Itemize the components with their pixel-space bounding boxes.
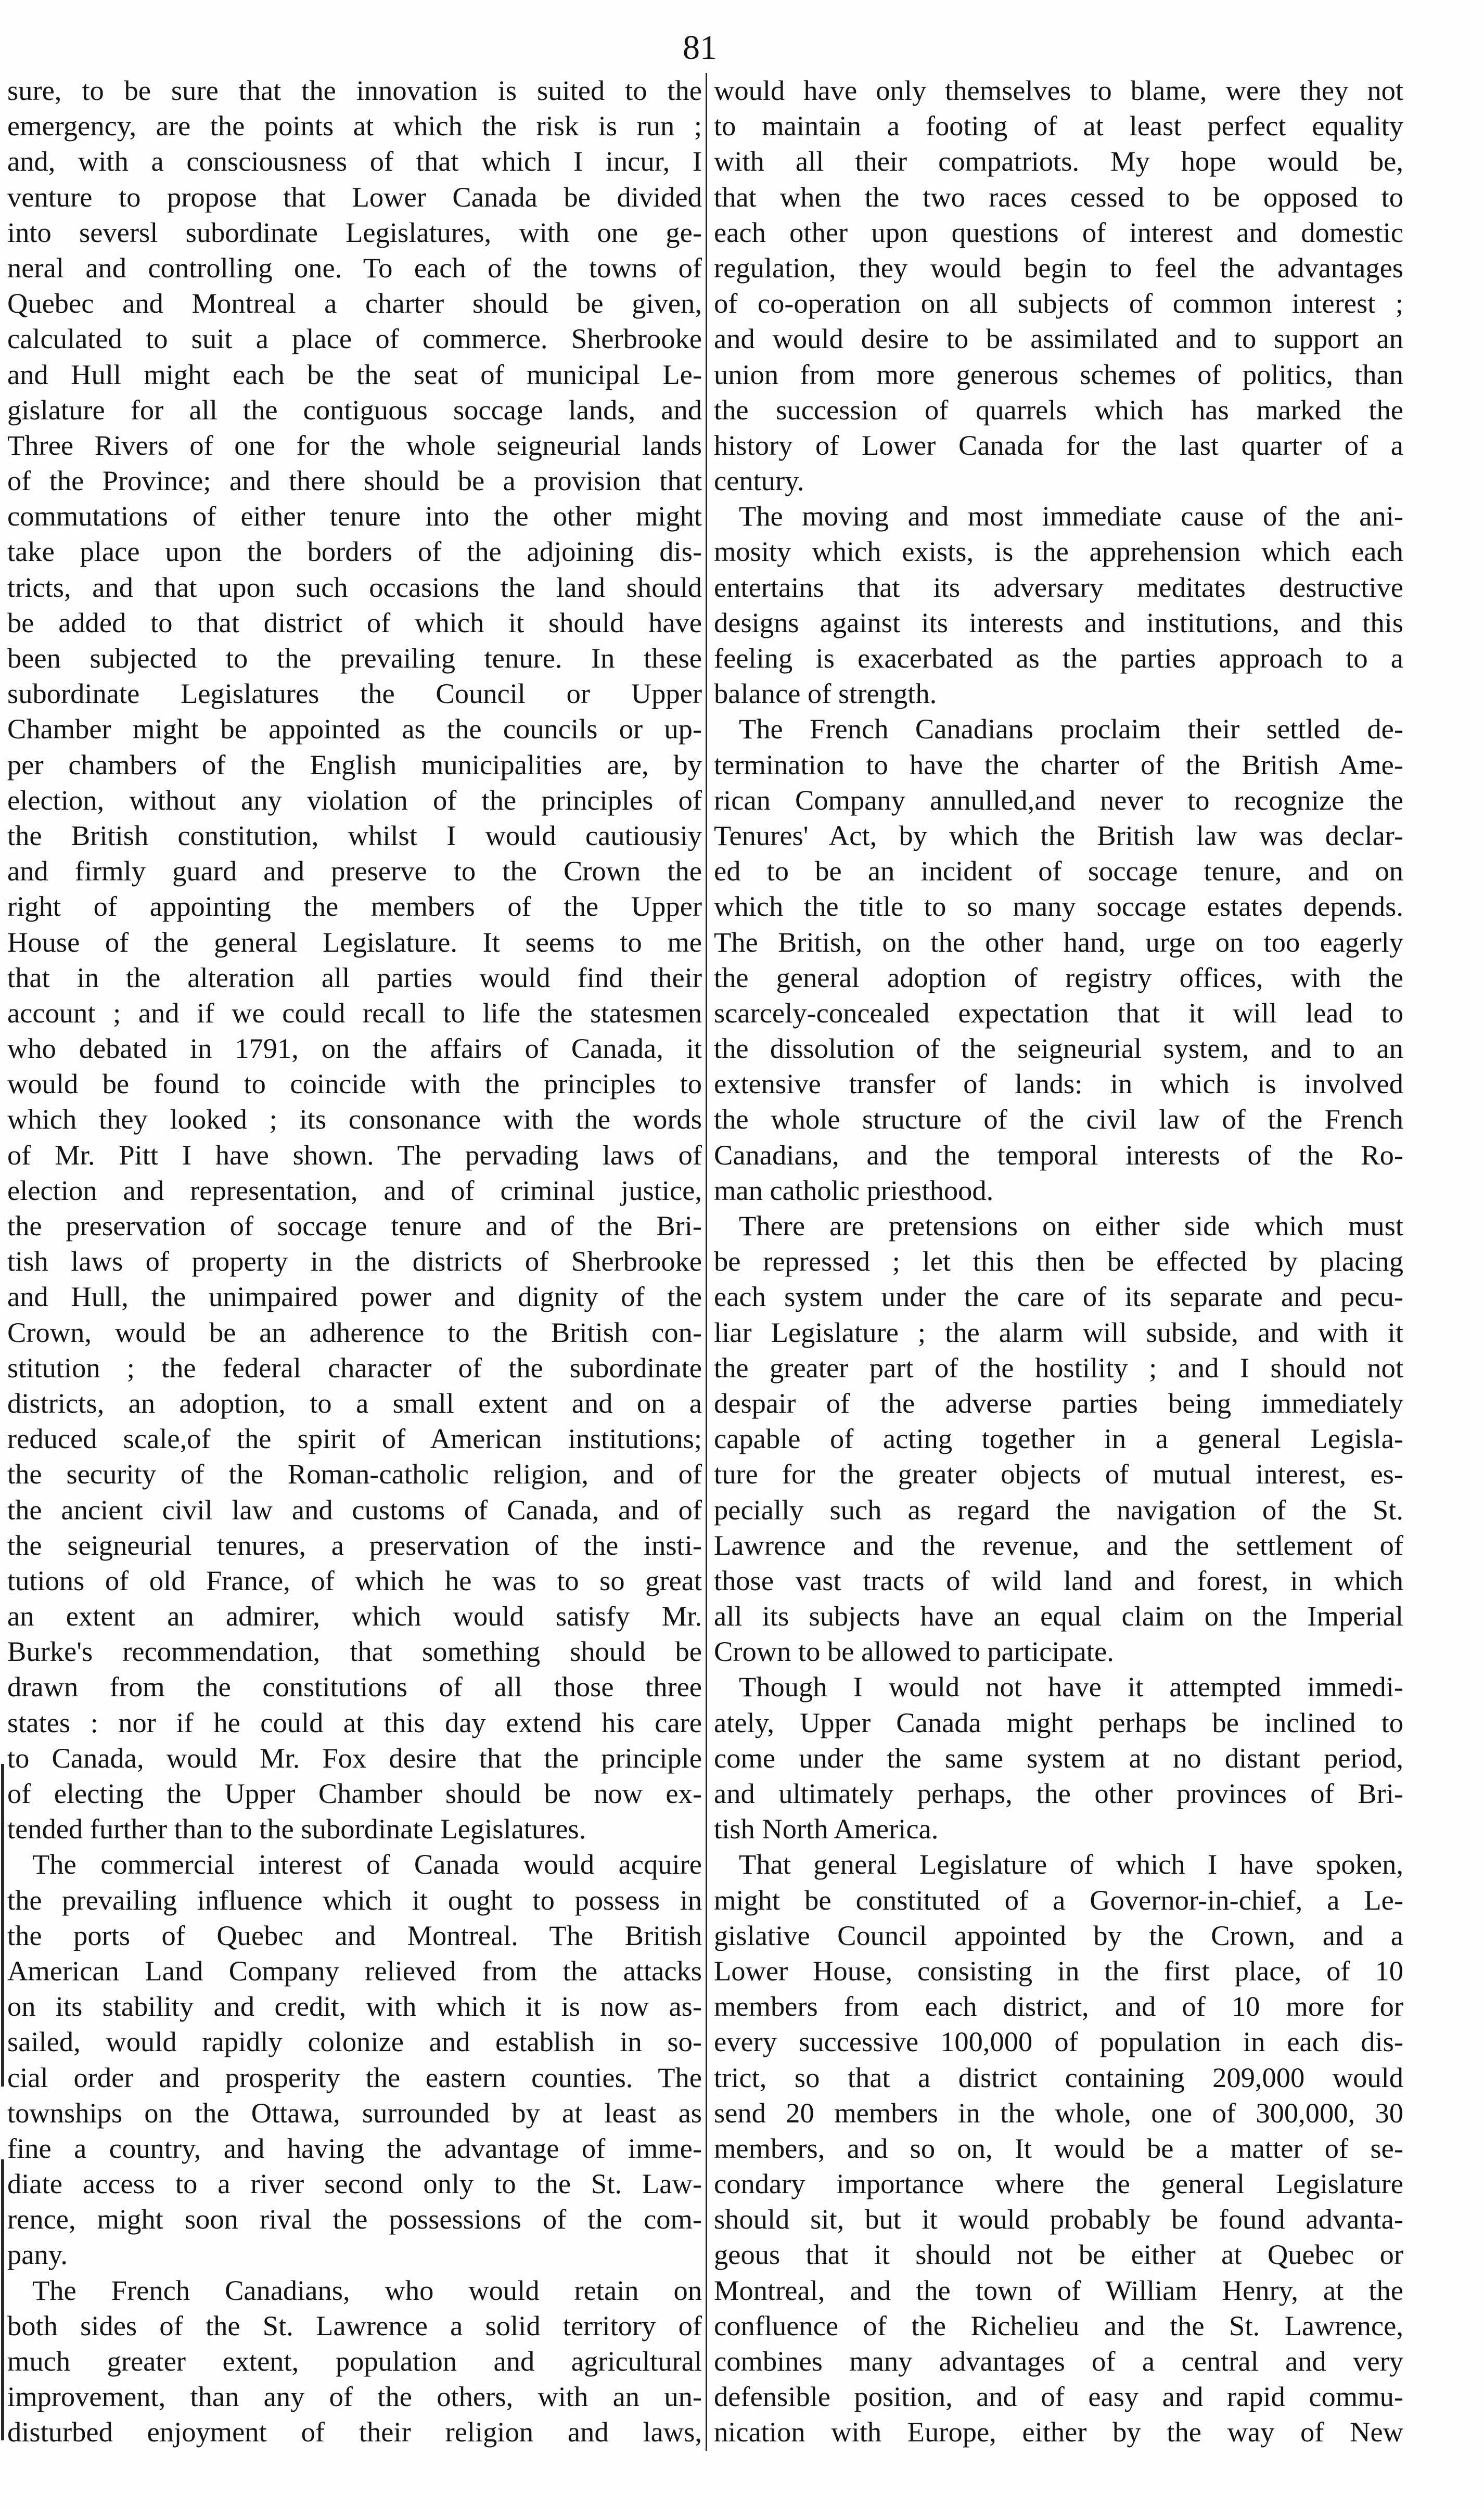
text-line: century. [714, 465, 804, 497]
text-line: take place upon the borders of the adjoining dis- [7, 535, 702, 568]
text-line: the prevailing influence which it ought to possess in [7, 1884, 702, 1916]
text-line: rence, might soon rival the possessions of the com- [7, 2203, 702, 2235]
text-line: Three Rivers of one for the whole seigneurial lands [7, 429, 702, 461]
text-line: The French Canadians proclaim their settled de- [739, 713, 1403, 745]
text-line: Crown, would be an adherence to the British con- [7, 1316, 702, 1348]
text-line: to maintain a footing of at least perfect equality [714, 110, 1403, 142]
text-line: tutions of old France, of which he was to so great [7, 1564, 702, 1596]
text-line: Chamber might be appointed as the councils or up- [7, 713, 702, 745]
text-line: condary importance where the general Legislature [714, 2168, 1403, 2200]
text-line: Burke's recommendation, that something should be [7, 1635, 702, 1668]
text-line: of Mr. Pitt I have shown. The pervading laws of [7, 1138, 702, 1171]
text-line: emergency, are the points at which the risk is run ; [7, 110, 702, 142]
text-line: tish laws of property in the districts of Sherbrooke [7, 1245, 702, 1277]
text-line: Lower House, consisting in the first place, of 10 [714, 1954, 1403, 1987]
text-line: each system under the care of its separate and pecu- [714, 1281, 1403, 1313]
text-line: trict, so that a district containing 209,000 would [714, 2061, 1403, 2093]
text-line: the security of the Roman-catholic religion, and of [7, 1458, 702, 1490]
text-line: extensive transfer of lands: in which is involved [714, 1068, 1403, 1100]
text-line: be repressed ; let this then be effected by placing [714, 1245, 1403, 1277]
text-line: Lawrence and the revenue, and the settlement of [714, 1529, 1403, 1561]
text-line: send 20 members in the whole, one of 300,000, 30 [714, 2096, 1403, 2129]
page-number: 81 [683, 29, 717, 67]
text-line: man catholic priesthood. [714, 1174, 994, 1206]
text-line: both sides of the St. Lawrence a solid territory of [7, 2309, 702, 2341]
text-line: states : nor if he could at this day extend his care [7, 1706, 702, 1738]
text-line: defensible position, and of easy and rapid commu- [714, 2381, 1403, 2413]
text-line: the ports of Quebec and Montreal. The British [7, 1919, 702, 1951]
text-line: termination to have the charter of the British Ame- [714, 748, 1403, 780]
text-line: members, and so on, It would be a matter of se- [714, 2132, 1403, 2164]
text-line: tended further than to the subordinate Legislatures. [7, 1813, 586, 1845]
text-line: account ; and if we could recall to life the statesmen [7, 996, 702, 1029]
text-line: reduced scale,of the spirit of American institutions; [7, 1423, 702, 1455]
text-line: feeling is exacerbated as the parties approach to a [714, 642, 1403, 674]
text-line: should sit, but it would probably be found advanta- [714, 2203, 1403, 2235]
text-line: to Canada, would Mr. Fox desire that the principle [7, 1742, 702, 1774]
text-line: which they looked ; its consonance with the words [7, 1103, 702, 1135]
text-line: each other upon questions of interest and domestic [714, 216, 1403, 248]
text-line: calculated to suit a place of commerce. Sherbrooke [7, 323, 702, 355]
text-line: per chambers of the English municipalities are, by [7, 748, 702, 780]
text-line: The commercial interest of Canada would acquire [32, 1848, 702, 1880]
text-line: history of Lower Canada for the last quarter of a [714, 429, 1403, 461]
text-line: and Hull might each be the seat of municipal Le- [7, 358, 702, 390]
text-line: rican Company annulled,and never to recognize the [714, 784, 1403, 816]
text-line: much greater extent, population and agricultural [7, 2345, 702, 2377]
text-line: The moving and most immediate cause of the ani- [739, 500, 1403, 532]
text-line: members from each district, and of 10 more for [714, 1990, 1403, 2023]
text-line: election and representation, and of criminal justice, [7, 1174, 702, 1206]
text-line: geous that it should not be either at Quebec or [714, 2238, 1403, 2271]
text-line: the seigneurial tenures, a preservation of the insti- [7, 1529, 702, 1561]
text-line: an extent an admirer, which would satisfy Mr. [7, 1600, 702, 1632]
text-line: ately, Upper Canada might perhaps be inclined to [714, 1706, 1403, 1738]
text-line: on its stability and credit, with which it is now as- [7, 1990, 702, 2023]
text-line: balance of strength. [714, 677, 937, 710]
text-line: that in the alteration all parties would find their [7, 961, 702, 993]
text-line: Quebec and Montreal a charter should be given, [7, 287, 702, 319]
text-line: the greater part of the hostility ; and I should not [714, 1351, 1403, 1384]
text-line: townships on the Ottawa, surrounded by at least as [7, 2096, 702, 2129]
text-line: drawn from the constitutions of all those three [7, 1671, 702, 1703]
text-line: all its subjects have an equal claim on the Imperial [714, 1600, 1403, 1632]
text-line: be added to that district of which it should have [7, 606, 702, 638]
text-line: despair of the adverse parties being immediately [714, 1387, 1403, 1419]
text-line: There are pretensions on either side which must [739, 1210, 1403, 1242]
text-line: nication with Europe, either by the way of New [714, 2416, 1403, 2448]
text-line: gislature for all the contiguous soccage lands, and [7, 393, 702, 426]
text-line: The British, on the other hand, urge on too eagerly [714, 926, 1403, 958]
text-line: election, without any violation of the principles of [7, 784, 702, 816]
text-line: the preservation of soccage tenure and of the Bri- [7, 1210, 702, 1242]
text-line: the general adoption of registry offices, with the [714, 961, 1403, 993]
text-line: that when the two races cessed to be opposed to [714, 181, 1403, 213]
text-line: right of appointing the members of the Upper [7, 890, 702, 923]
text-line: combines many advantages of a central and very [714, 2345, 1403, 2377]
text-line: the dissolution of the seigneurial system, and to an [714, 1032, 1403, 1065]
text-line: every successive 100,000 of population in each dis- [714, 2026, 1403, 2058]
text-line: of co-operation on all subjects of common interest ; [714, 287, 1403, 319]
text-line: improvement, than any of the others, with an un- [7, 2381, 702, 2413]
margin-mark [1, 1764, 4, 2087]
text-line: diate access to a river second only to the St. Law- [7, 2168, 702, 2200]
text-line: would be found to coincide with the principles to [7, 1068, 702, 1100]
text-line: That general Legislature of which I have spoken, [739, 1848, 1403, 1880]
text-line: Though I would not have it attempted immedi- [739, 1671, 1403, 1703]
text-line: capable of acting together in a general Legisla- [714, 1423, 1403, 1455]
text-line: come under the same system at no distant period, [714, 1742, 1403, 1774]
text-line: the whole structure of the civil law of the French [714, 1103, 1403, 1135]
text-line: venture to propose that Lower Canada be divided [7, 181, 702, 213]
text-line: which the title to so many soccage estates depends. [714, 890, 1403, 923]
text-line: into seversl subordinate Legislatures, with one ge- [7, 216, 702, 248]
text-line: the ancient civil law and customs of Canada, and of [7, 1493, 702, 1526]
text-line: ed to be an incident of soccage tenure, and on [714, 855, 1403, 887]
text-line: tish North America. [714, 1813, 939, 1845]
text-line: subordinate Legislatures the Council or Upper [7, 677, 702, 710]
text-line: The French Canadians, who would retain on [32, 2274, 702, 2306]
text-line: union from more generous schemes of politics, than [714, 358, 1403, 390]
text-line: been subjected to the prevailing tenure. In these [7, 642, 702, 674]
text-line: might be constituted of a Governor-in-chief, a Le- [714, 1884, 1403, 1916]
text-line: liar Legislature ; the alarm will subside, and with it [714, 1316, 1403, 1348]
text-line: and would desire to be assimilated and to support an [714, 323, 1403, 355]
text-line: pany. [7, 2238, 68, 2271]
text-line: gislative Council appointed by the Crown, and a [714, 1919, 1403, 1951]
text-line: sailed, would rapidly colonize and establish in so- [7, 2026, 702, 2058]
text-line: those vast tracts of wild land and forest, in which [714, 1564, 1403, 1596]
text-line: and, with a consciousness of that which I incur, I [7, 145, 702, 177]
margin-mark [1, 2159, 4, 2440]
text-line: and firmly guard and preserve to the Crown the [7, 855, 702, 887]
text-line: pecially such as regard the navigation of the St. [714, 1493, 1403, 1526]
text-line: cial order and prosperity the eastern counties. The [7, 2061, 702, 2093]
text-line: Crown to be allowed to participate. [714, 1635, 1114, 1668]
text-line: with all their compatriots. My hope would be, [714, 145, 1403, 177]
text-line: stitution ; the federal character of the subordinate [7, 1351, 702, 1384]
text-line: the succession of quarrels which has marked the [714, 393, 1403, 426]
text-line: Montreal, and the town of William Henry, at the [714, 2274, 1403, 2306]
right-column [714, 73, 1403, 2450]
text-line: entertains that its adversary meditates destructive [714, 571, 1403, 603]
text-line: commutations of either tenure into the other might [7, 500, 702, 532]
text-line: scarcely-concealed expectation that it will lead to [714, 996, 1403, 1029]
text-line: ture for the greater objects of mutual interest, es- [714, 1458, 1403, 1490]
text-line: House of the general Legislature. It seems to me [7, 926, 702, 958]
text-line: fine a country, and having the advantage of imme- [7, 2132, 702, 2164]
text-line: disturbed enjoyment of their religion and laws, [7, 2416, 702, 2448]
text-line: Tenures' Act, by which the British law was declar- [714, 819, 1403, 851]
text-line: who debated in 1791, on the affairs of Canada, it [7, 1032, 702, 1065]
text-line: Canadians, and the temporal interests of the Ro- [714, 1138, 1403, 1171]
text-line: designs against its interests and institutions, and this [714, 606, 1403, 638]
text-line: and ultimately perhaps, the other provinces of Bri- [714, 1777, 1403, 1809]
text-line: tricts, and that upon such occasions the land should [7, 571, 702, 603]
text-line: American Land Company relieved from the attacks [7, 1954, 702, 1987]
left-column [7, 73, 702, 2450]
column-divider [706, 73, 707, 2451]
text-line: mosity which exists, is the apprehension which each [714, 535, 1403, 568]
text-line: districts, an adoption, to a small extent and on a [7, 1387, 702, 1419]
text-line: regulation, they would begin to feel the advantages [714, 251, 1403, 284]
text-line: would have only themselves to blame, were they not [714, 74, 1403, 106]
text-line: and Hull, the unimpaired power and dignity of the [7, 1281, 702, 1313]
text-line: neral and controlling one. To each of the towns of [7, 251, 702, 284]
text-line: the British constitution, whilst I would cautiousiy [7, 819, 702, 851]
text-line: confluence of the Richelieu and the St. Lawrence, [714, 2309, 1403, 2341]
text-line: of electing the Upper Chamber should be now ex- [7, 1777, 702, 1809]
text-line: sure, to be sure that the innovation is suited to the [7, 74, 702, 106]
text-line: of the Province; and there should be a provision that [7, 465, 702, 497]
